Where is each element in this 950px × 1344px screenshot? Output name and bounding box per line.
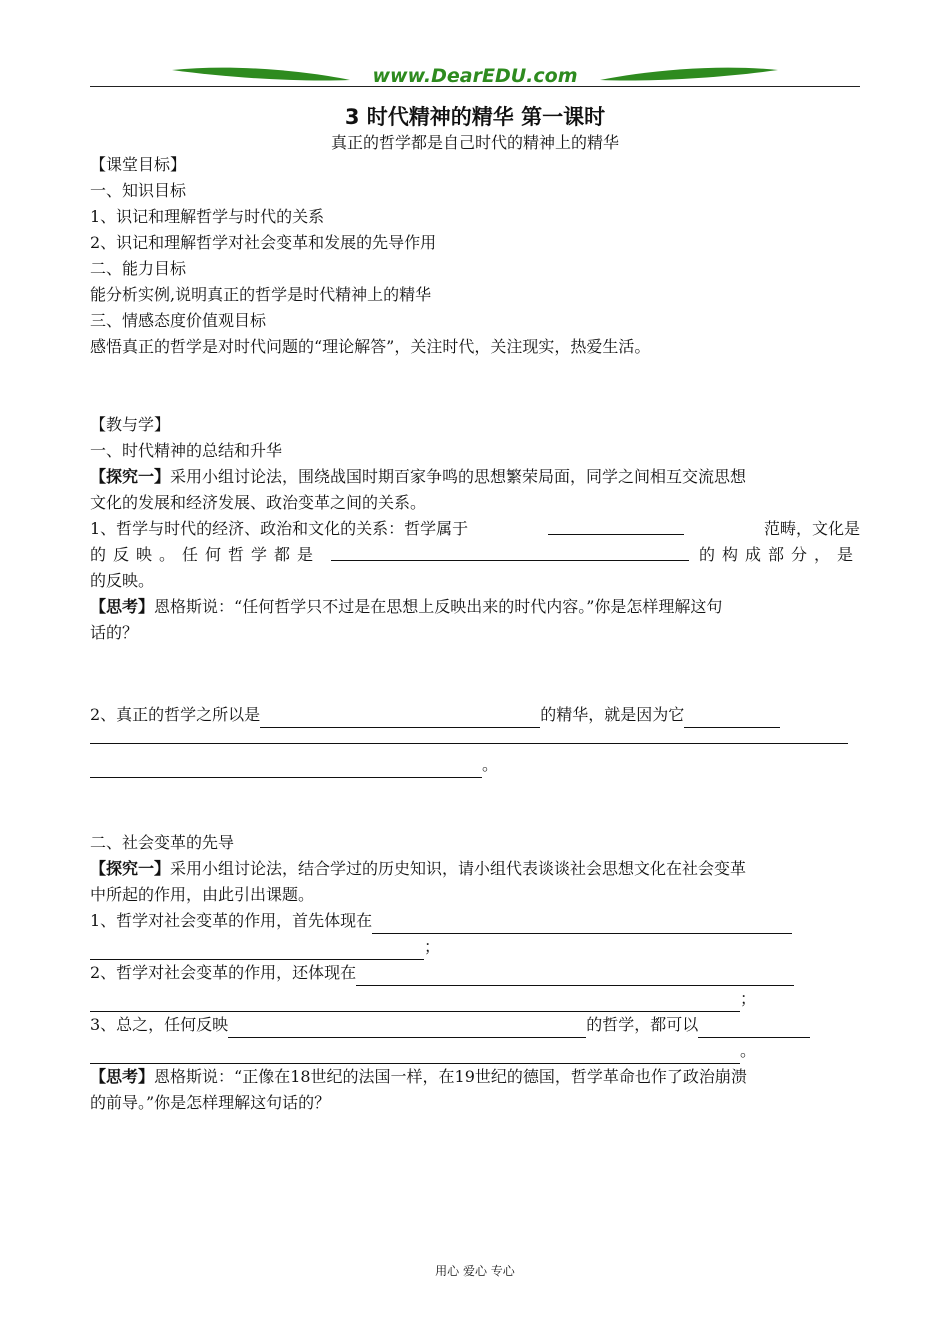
s1-line-1 [90,908,792,934]
q1-blank-1[interactable] [548,516,684,535]
q2-line-3 [90,752,498,778]
s2-line-2 [90,986,756,1012]
q2-text-a: 2、真正的哲学之所以是 [90,705,261,724]
s2-text-a: 2、哲学对社会变革的作用，还体现在 [90,963,357,982]
q2-end: 。 [482,755,499,774]
s1-blank-1[interactable] [372,915,792,934]
s3-text-a: 3、总之，任何反映 [90,1015,229,1034]
think1-text: 恩格斯说：“任何哲学只不过是在思想上反映出来的时代内容。”你是怎样理解这句 [154,597,723,616]
q1-text-d: 的构成部分，是 [698,545,860,564]
knowledge-item-1: 1、识记和理解哲学与时代的关系 [90,207,325,226]
section2-heading: 二、社会变革的先导 [90,833,235,852]
explore1-text: 采用小组讨论法，围绕战国时期百家争鸣的思想繁荣局面，同学之间相互交流思想 [170,467,747,486]
goals-heading: 【课堂目标】 [90,155,187,174]
s1-end: ； [424,937,441,956]
q2-answer-line-2[interactable] [90,759,482,778]
think2-paragraph [90,1064,747,1090]
q2-line-1 [90,702,780,728]
q1-blank-2[interactable] [331,542,689,561]
s3-blank-3[interactable] [90,1045,740,1064]
ability-text: 能分析实例,说明真正的哲学是时代精神上的精华 [90,285,432,304]
explore2-paragraph [90,856,746,882]
s3-end: 。 [740,1041,757,1060]
teach-heading: 【教与学】 [90,415,171,434]
page-footer: 用心 爱心 专心 [435,1264,515,1278]
s2-line-1 [90,960,794,986]
explore2-text: 采用小组讨论法，结合学过的历史知识，请小组代表谈谈社会思想文化在社会变革 [170,859,747,878]
s3-line-1 [90,1012,810,1038]
s1-text-a: 1、哲学对社会变革的作用，首先体现在 [90,911,373,930]
knowledge-heading: 一、知识目标 [90,181,187,200]
knowledge-item-2: 2、识记和理解哲学对社会变革和发展的先导作用 [90,233,437,252]
q1-text-b: 范畴，文化是 [763,519,860,538]
dearedu-logo [170,60,780,92]
logo-left-swoosh [172,68,350,81]
explore2-tag: 【探究一】 [90,859,171,878]
q1-line-1 [90,516,860,542]
think1-tag: 【思考】 [90,597,155,616]
think2-paragraph-cont: 的前导。”你是怎样理解这句话的？ [90,1093,331,1112]
q2-blank-2[interactable] [684,709,780,728]
s3-text-b: 的哲学，都可以 [586,1015,699,1034]
s3-blank-1[interactable] [228,1019,586,1038]
emotion-heading: 三、情感态度价值观目标 [90,311,267,330]
s2-end: ； [740,989,757,1008]
q1-text-a: 1、哲学与时代的经济、政治和文化的关系：哲学属于 [90,519,469,538]
q1-line-3: 的反映。 [90,571,155,590]
q2-text-b: 的精华，就是因为它 [540,705,685,724]
emotion-text: 感悟真正的哲学是对时代问题的“理论解答”，关注时代，关注现实，热爱生活。 [90,337,651,356]
think1-paragraph-cont: 话的？ [90,623,139,642]
ability-heading: 二、能力目标 [90,259,187,278]
explore1-tag: 【探究一】 [90,467,171,486]
s3-blank-2[interactable] [698,1019,810,1038]
s3-line-2 [90,1038,756,1064]
page-subtitle: 真正的哲学都是自己时代的精神上的精华 [330,133,619,152]
think2-tag: 【思考】 [90,1067,155,1086]
section1-heading: 一、时代精神的总结和升华 [90,441,283,460]
s1-line-2 [90,934,440,960]
logo-text: www.DearEDU.com [372,65,578,87]
header-rule [90,86,860,87]
explore1-paragraph [90,464,746,490]
think1-paragraph [90,594,722,620]
s2-blank-2[interactable] [90,993,740,1012]
page-title: 3 时代精神的精华 第一课时 [344,105,606,129]
think2-text: 恩格斯说：“正像在18世纪的法国一样，在19世纪的德国，哲学革命也作了政治崩溃 [154,1067,747,1086]
s2-blank-1[interactable] [356,967,794,986]
q1-line-2 [90,542,860,568]
logo-right-swoosh [600,68,778,81]
q1-text-c: 的反映。任何哲学都是 [90,545,321,564]
s1-blank-2[interactable] [90,941,424,960]
explore2-paragraph-cont: 中所起的作用，由此引出课题。 [90,885,315,904]
q2-answer-line-1[interactable] [90,743,848,744]
explore1-paragraph-cont: 文化的发展和经济发展、政治变革之间的关系。 [90,493,427,512]
q2-blank-1[interactable] [260,709,540,728]
